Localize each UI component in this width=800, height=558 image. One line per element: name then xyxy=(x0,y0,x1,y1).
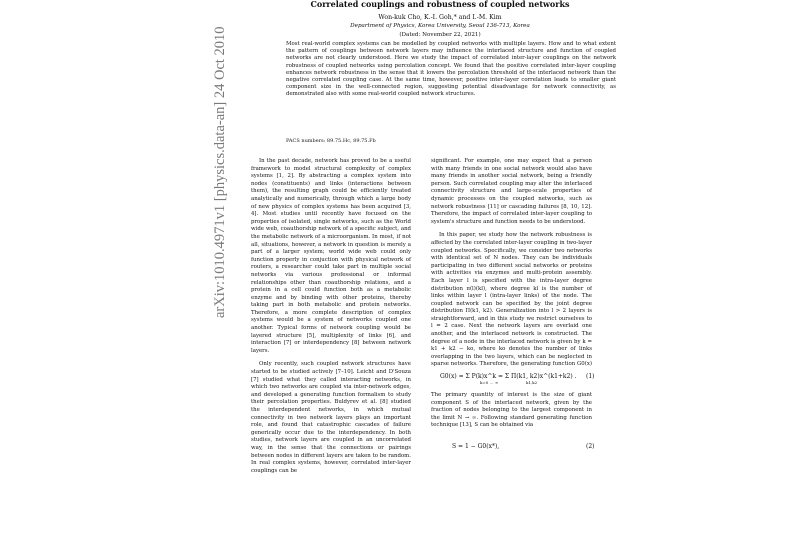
equation-1-sum-index: k1,k2 xyxy=(526,380,538,385)
right-column xyxy=(431,158,592,368)
abstract: Most real-world complex systems can be modelled by coupled networks with multiple layers. How and to what extent the pattern of couplings between network layers may influence the interlaced structure and function of coupled networks are not clearly understood. Here we study the impact of correlated inter-layer couplings on the network robustness of coupled networks using percolation concept. We found that the positive correlated inter-layer coupling enhances network robustness in the sense that it lowers the percolation threshold of the interlaced network than the negative correlated coupling case. At the same time, however, positive inter-layer correlation leads to smaller giant component size in the well-connected region, suggesting potential disadvantage for network connectivity, as demonstrated also with some real-world coupled network structures. xyxy=(286,41,616,98)
arxiv-stamp-container xyxy=(210,26,230,558)
equation-2-body: S = 1 − G0(x*), xyxy=(452,443,500,450)
equation-1 xyxy=(440,372,600,385)
author-list: Won-kuk Cho, K.-I. Goh,* and I.-M. Kim xyxy=(378,14,502,21)
equation-1-sum-limits: k=0 … ∞ xyxy=(480,380,499,385)
body-paragraph: The primary quantity of interest is the size of giant component S of the interlaced network, given by the fraction of nodes belonging to the largest component in the limit N → ∞. Following standard generating function technique [13], S can be obtained via xyxy=(431,392,592,429)
paper-title: Correlated couplings and robustness of coupled networks xyxy=(310,0,570,9)
left-column xyxy=(251,158,411,481)
body-paragraph: In the past decade, network has proved to be a useful framework to model structural complexity of complex systems [1, 2]. By abstracting a complex system into nodes (constituents) and links (interactions between them), the resulting graph could be efficiently treated analytically and numerically, through which a large body of new physics of complex systems has been acquired [3, 4]. Most studies until recently have focused on the properties of isolated, single networks, such as the World wide web, coauthorship network of a specific subject, and the metabolic network of a microorganism. In most, if not all, situations, however, a network in question is merely a part of a larger system; world wide web could only function properly in conjuction with physical network of routers, a researcher could take part in multiple social networks via various professional or informal relationships other than coauthorship relations, and a protein in a cell could function both as a metabolic enzyme and by binding with other proteins, thereby taking part in both metabolic and protein networks. Therefore, a more complete description of complex systems would be a system of networks coupled one another. Typical forms of network coupling would be layered structure [5], multiplexity of links [6], and interaction [7] or interdependency [8] between network layers. xyxy=(251,158,411,354)
affiliation: Department of Physics, Korea University, Seoul 136-713, Korea xyxy=(350,23,530,29)
equation-1-body: G0(x) = Σ P(k)x^k = Σ Π(k1, k2)x^(k1+k2) . xyxy=(440,373,577,380)
date-line: (Dated: November 22, 2021) xyxy=(399,32,481,38)
body-paragraph: In this paper, we study how the network robustness is affected by the correlated inter-layer coupling in two-layer coupled networks. Specifically, we consider two networks with identical set of N nodes. They can be individuals participating in two different social networks or proteins with activities via enzymes and multi-protein assembly. Each layer l is specified with the intra-layer degree distribution π(l)(kl), where degree kl is the number of links within layer l (intra-layer links) of the node. The coupled network can be specified by the joint degree distribution Π(k1, k2). Generalization into l > 2 layers is straightforward, and in this study we restrict ourselves to l = 2 case. Next the network layers are overlaid one another, and the interlaced network is constructed. The degree of a node in the interlaced network is given by k = k1 + k2 − ko, where ko denotes the number of links overlapping in the two layers, which can be neglected in sparse networks. Therefore, the generating function G0(x) xyxy=(431,232,592,368)
arxiv-stamp: arXiv:1010.4971v1 [physics.data-an] 24 Oct 2010 xyxy=(212,26,228,318)
body-paragraph: significant. For example, one may expect that a person with many friends in one social network would also have many friends in another social network, being a friendly person. Such correlated coupling may alter the interlaced connectivity structure and large-scale properties of dynamic processes on the coupled networks, such as network robustness [11] or cascading failures [8, 10, 12]. Therefore, the impact of correlated inter-layer coupling to system's structure and function needs to be understood. xyxy=(431,158,592,225)
equation-1-number: (1) xyxy=(586,373,595,380)
equation-2-number: (2) xyxy=(586,443,595,450)
pacs-numbers: PACS numbers: 89.75.Hc, 89.75.Fb xyxy=(286,138,376,144)
body-paragraph: Only recently, such coupled network structures have started to be studied actively [7–10]. Leicht and D'Souza [7] studied what they called interacting networks, in which two networks are coupled via inter-network edges, and developed a generating function formalism to study their percolation properties. Buldyrev et al. [8] studied the interdependent networks, in which mutual connectivity in two network layers plays an important role, and found that catastrophic cascades of failure generically occur due to the interdependency. In both studies, network layers are coupled in an uncorrelated way, in the sense that the connections or pairings between nodes in different layers are taken to be random. In real complex systems, however, correlated inter-layer couplings can be xyxy=(251,361,411,474)
